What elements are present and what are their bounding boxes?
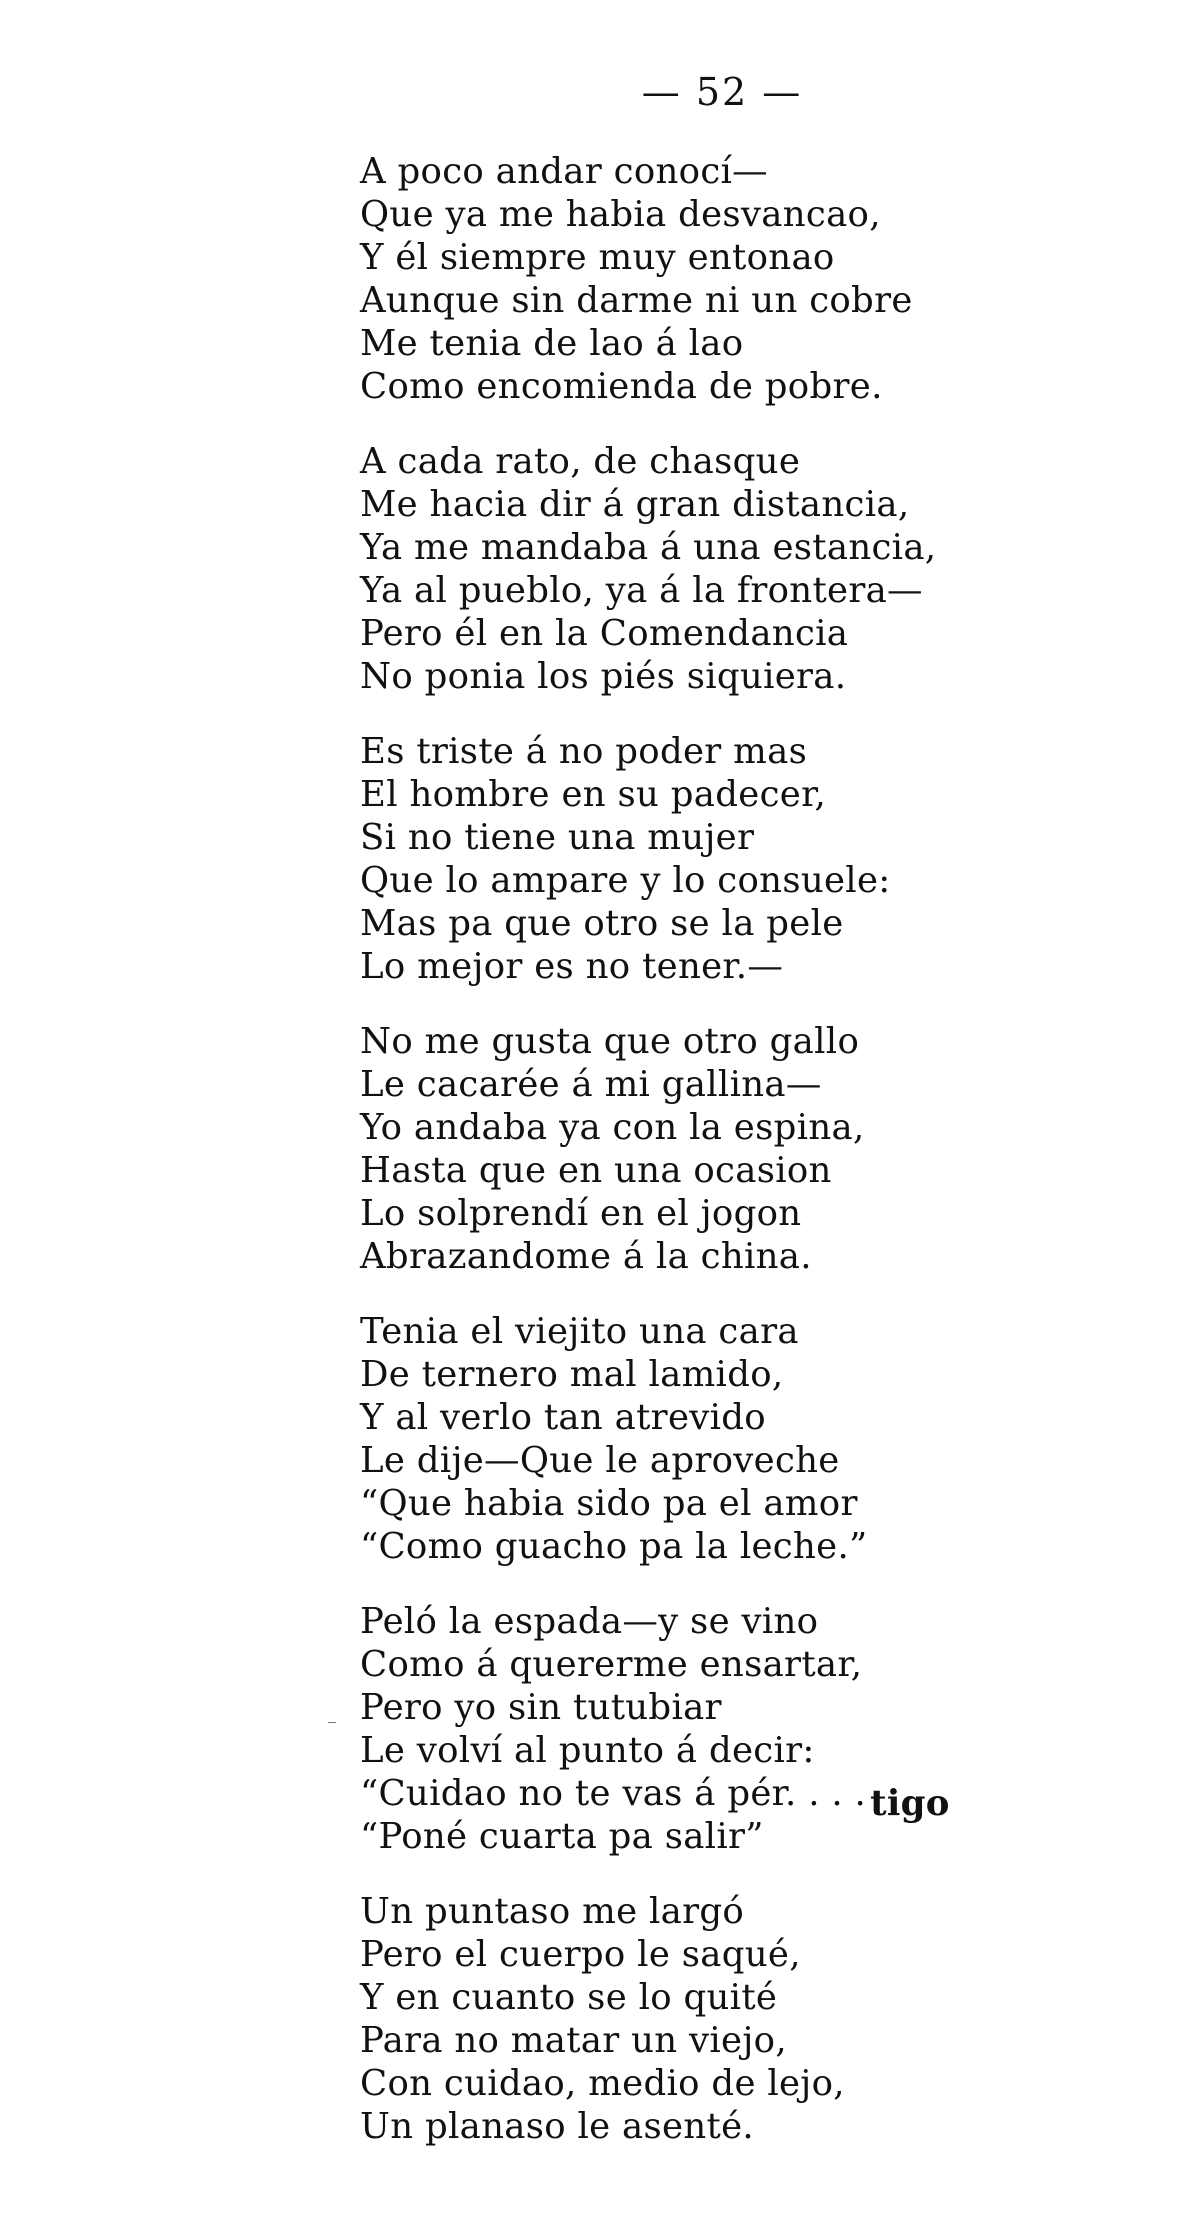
verse-line: Aunque sin darme ni un cobre [360,280,913,321]
verse-line: No ponia los piés siquiera. [360,656,847,697]
verse-line-suffix: tigo [870,1783,950,1824]
verse-line: Yo andaba ya con la espina, [360,1107,865,1148]
verse-line: Hasta que en una ocasion [360,1150,832,1191]
verse-line: A cada rato, de chasque [360,441,801,482]
verse-line: Lo solprendí en el jogon [360,1193,802,1234]
stanza-2 [360,440,1060,698]
verse-line: “Que habia sido pa el amor [360,1483,858,1524]
verse-line: Y al verlo tan atrevido [360,1397,766,1438]
stanza-5 [360,1310,1060,1568]
verse-line: Es triste á no poder mas [360,731,808,772]
stanza-3 [360,730,1060,988]
verse-line: “Como guacho pa la leche.” [360,1526,868,1567]
verse-line: A poco andar conocí— [360,151,768,192]
stanza-6 [360,1600,1060,1858]
verse-line: Tenia el viejito una cara [360,1311,799,1352]
verse-line: No me gusta que otro gallo [360,1021,860,1062]
verse-line: El hombre en su padecer, [360,774,827,815]
verse-line: Pero yo sin tutubiar [360,1687,722,1728]
margin-tick-mark [328,1722,336,1723]
verse-line: Que ya me habia desvancao, [360,194,881,235]
verse-line: Que lo ampare y lo consuele: [360,860,891,901]
verse-line: Si no tiene una mujer [360,817,755,858]
verse-line: Le cacarée á mi gallina— [360,1064,822,1105]
verse-line: Peló la espada—y se vino [360,1601,819,1642]
verse-line: Le volví al punto á decir: [360,1730,815,1771]
verse-line: Abrazandome á la china. [360,1236,812,1277]
verse-line: “Poné cuarta pa salir” [360,1816,764,1857]
verse-line [360,1772,1060,1824]
verse-line: Mas pa que otro se la pele [360,903,844,944]
verse-line: Lo mejor es no tener.— [360,946,784,987]
verse-line: Le dije—Que le aproveche [360,1440,840,1481]
stanza-1 [360,150,1060,408]
verse-line: Un puntaso me largó [360,1891,745,1932]
stanza-7 [360,1890,1060,2148]
page-number: — 52 — [641,70,803,114]
verse-line: Como á quererme ensartar, [360,1644,863,1685]
verse-line: Ya me mandaba á una estancia, [360,527,937,568]
verse-line: Un planaso le asenté. [360,2106,754,2147]
stanza-4 [360,1020,1060,1278]
verse-line: Y él siempre muy entonao [360,237,835,278]
verse-line: Y en cuanto se lo quité [360,1977,778,2018]
verse-line: Como encomienda de pobre. [360,366,883,407]
verse-line: Pero él en la Comendancia [360,613,849,654]
verse-line: De ternero mal lamido, [360,1354,784,1395]
verse-line-text: “Cuidao no te vas á pér. . . . [360,1773,867,1814]
verse-line: Ya al pueblo, ya á la frontera— [360,570,923,611]
verse-line: Pero el cuerpo le saqué, [360,1934,801,1975]
verse-line: Para no matar un viejo, [360,2020,787,2061]
poem [360,150,1060,2180]
verse-line: Me tenia de lao á lao [360,323,744,364]
verse-line: Con cuidao, medio de lejo, [360,2063,845,2104]
verse-line: Me hacia dir á gran distancia, [360,484,910,525]
